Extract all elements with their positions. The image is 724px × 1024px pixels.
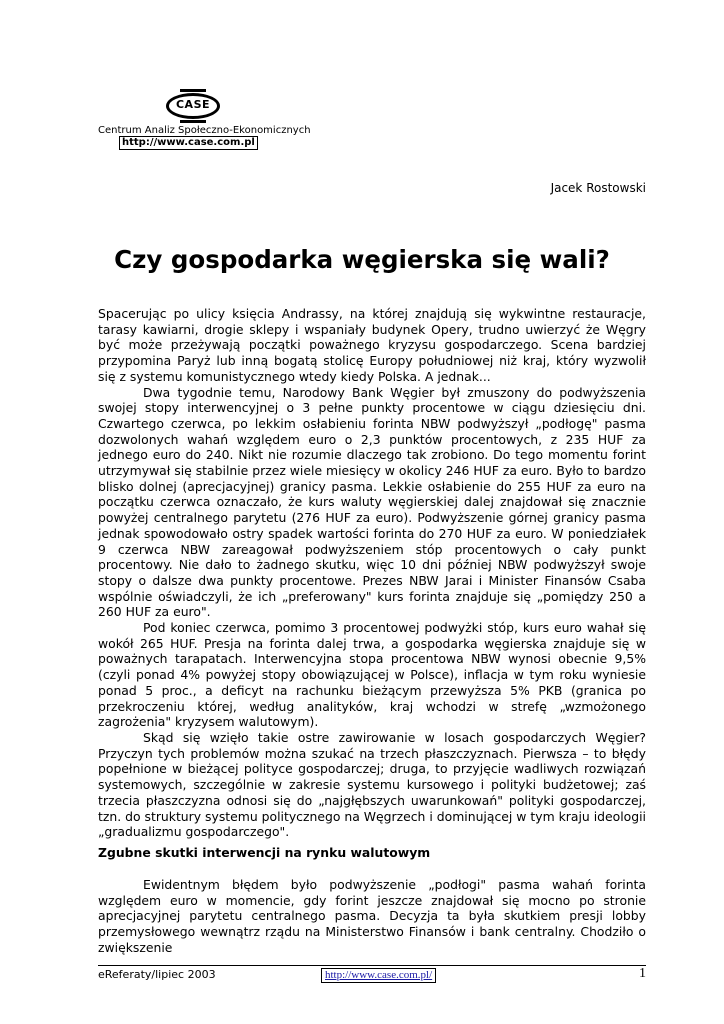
article-title: Czy gospodarka węgierska się wali? [114,245,610,274]
paragraph-2: Dwa tygodnie temu, Narodowy Bank Węgier był zmuszony do podwyższenia swojej stopy interwencyjnej o 3 pełne punkty procentowe w ciągu dziesięciu dni. Czwartego czerwca, po lekkim osłabieniu forinta NBW podwyższył „podłogę" pasma dozwolonych wahań względem euro o 2,3 punktów procentowych, z 235 HUF za jednego euro do 240. Nikt nie rozumie dlaczego tak zrobiono. Do tego momentu forint utrzymywał się stabilnie przez wiele miesięcy w okolicy 246 HUF za euro. Było to bardzo blisko dolnej (aprecjacyjnej) granicy pasma. Lekkie osłabienie do 255 HUF za euro na początku czerwca oznaczało, że kurs waluty węgierskiej dalej znajdował się znacznie powyżej centralnego parytetu (276 HUF za euro). Podwyższenie górnej granicy pasma jednak spowodowało ostry spadek wartości forinta do 270 HUF za euro. W poniedziałek 9 czerwca NBW zareagował podwyższeniem stóp procentowych o cały punkt procentowy. Nie dało to żadnego skutku, więc 10 dni później NBW podwyższył swoje stopy o dalsze dwa punkty procentowe. Prezes NBW Jarai i Minister Finansów Csaba wspólnie oświadczyli, że ich „preferowany" kurs forinta znajduje się „pomiędzy 250 a 260 HUF za euro". [98,384,646,620]
org-url-link[interactable]: http://www.case.com.pl [119,136,258,150]
paragraph-4: Skąd się wzięło takie ostre zawirowanie w losach gospodarczych Węgier? Przyczyn tych problemów można szukać na trzech płaszczyznach. Pierwsza – to błędy popełnione w bieżącej polityce gospodarczej; druga, to przyjęcie wadliwych rozwiązań systemowych, szczególnie w zakresie systemu kursowego i polityki budżetowej; zaś trzecia płaszczyzna odnosi się do „najgłębszych uwarunkowań" polityki gospodarczej, tzn. do struktury systemu politycznego na Węgrzech i dominującej w tym kraju ideologii „gradualizmu gospodarczego". [98,729,646,840]
logo-bottom-bar [180,120,206,123]
section-paragraph: Ewidentnym błędem było podwyższenie „podłogi" pasma wahań forinta względem euro w momencie, gdy forint jeszcze znajdował się mocno po stronie aprecjacyjnej parytetu centralnego pasma. Decyzja ta była skutkiem presji lobby przemysłowego wewnątrz rządu na Ministerstwo Finansów i bank centralny. Chodziło o zwiększenie [98,877,646,955]
footer-divider [98,965,646,966]
footer-publication: eReferaty/lipiec 2003 [98,968,216,981]
article-body [98,306,646,840]
section-body [98,877,646,956]
org-name: Centrum Analiz Społeczno-Ekonomicznych [98,125,311,136]
paragraph-3: Pod koniec czerwca, pomimo 3 procentowej podwyżki stóp, kurs euro wahał się wokół 265 HUF. Presja na forinta dalej trwa, a gospodarka węgierska znajduje się w poważnych tarapatach. Interwencyjna stopa procentowa NBW wynosi obecnie 9,5% (czyli ponad 4% powyżej stopy obowiązującej w Polsce), inflacja w tym roku wyniesie ponad 5 proc., a deficyt na rachunku bieżącym przewyższa 5% PKB (granica po przekroczeniu której, według analityków, kraj wchodzi w strefę „wzmożonego zagrożenia" kryzysem walutowym). [98,620,646,730]
author-name: Jacek Rostowski [550,181,646,195]
section-heading: Zgubne skutki interwencji na rynku walutowym [98,845,431,860]
page-number: 1 [639,966,646,981]
case-logo [166,89,222,123]
logo-top-bar [180,89,206,92]
paragraph-1: Spacerując po ulicy księcia Andrassy, na której znajdują się wykwintne restauracje, tarasy kawiarni, drogie sklepy i wspaniały budynek Opery, trudno uwierzyć że Węgry być może przeżywają początki poważnego kryzysu gospodarczego. Scena bardziej przypomina Paryż lub inną bogatą stolicę Europy południowej niż kraj, który wyzwolił się z systemu komunistycznego wtedy kiedy Polska. A jednak... [98,306,646,384]
logo-text: CASE [175,98,211,111]
footer-url-link[interactable]: http://www.case.com.pl/ [321,968,436,983]
